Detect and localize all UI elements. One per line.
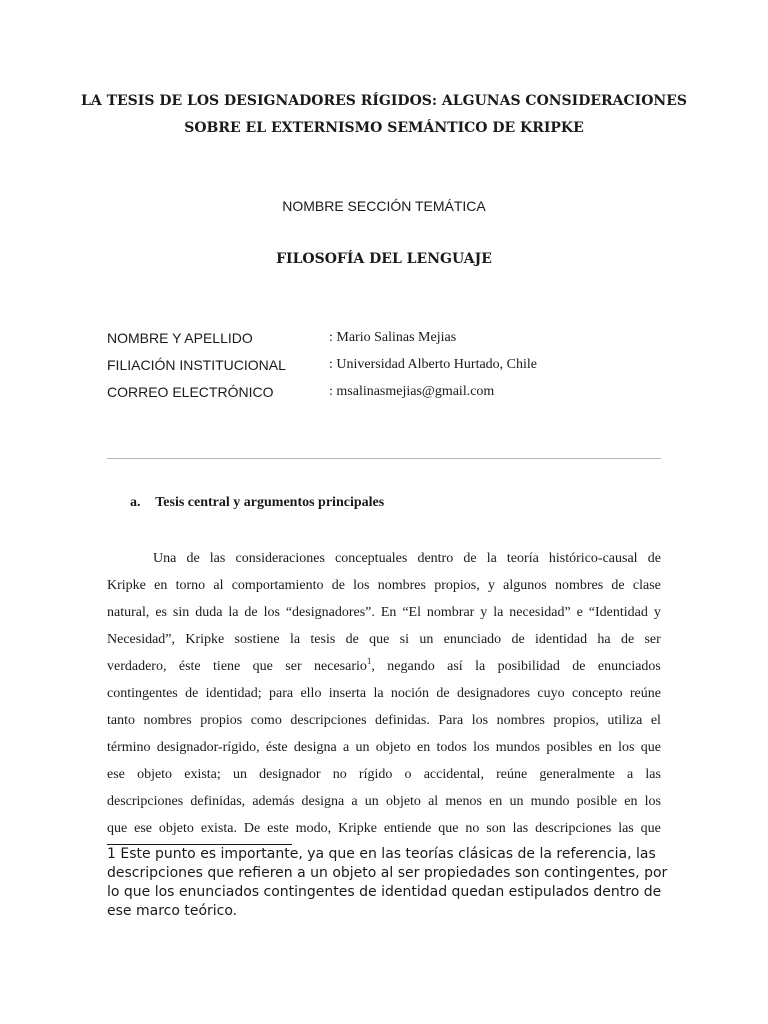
body-word: objeto — [375, 740, 411, 755]
body-word: inserta — [328, 686, 367, 701]
body-word: Kripke — [185, 632, 225, 647]
body-word: enunciados — [597, 659, 661, 674]
body-word: en — [624, 794, 638, 809]
body-word: a — [351, 794, 358, 809]
body-word: descripciones — [107, 794, 184, 809]
email-label: CORREO ELECTRÓNICO — [107, 384, 274, 400]
body-word: de — [436, 686, 450, 701]
body-word: los — [263, 605, 280, 620]
body-word: “El — [402, 605, 421, 620]
body-word: exista; — [184, 767, 221, 782]
body-word: y — [480, 605, 488, 620]
body-word: de — [611, 578, 625, 593]
body-word: ser — [644, 632, 661, 647]
footnote-line: lo que los enunciados contingentes de identidad quedan estipulados dentro de — [107, 884, 662, 900]
body-word: posibles — [546, 740, 593, 755]
body-word: la — [493, 605, 504, 620]
body-word: objeto — [385, 794, 421, 809]
body-word: si — [399, 632, 409, 647]
author-name-label: NOMBRE Y APELLIDO — [107, 330, 253, 346]
body-word: negando — [387, 659, 435, 674]
footnote-line: 1 Este punto es importante, ya que en las teorías clásicas de la referencia, las — [107, 846, 656, 862]
body-word: definidas. — [375, 713, 430, 728]
body-word: ser — [285, 659, 302, 674]
body-word: este — [267, 821, 289, 836]
body-word: Necesidad”, — [107, 632, 176, 647]
body-word: los — [618, 740, 635, 755]
body-word: como — [250, 713, 282, 728]
affiliation-value: : Universidad Alberto Hurtado, Chile — [329, 357, 538, 372]
body-word: menos — [445, 794, 482, 809]
body-word: un — [232, 767, 247, 782]
body-word: que — [640, 740, 661, 755]
heading-text: Tesis central y argumentos principales — [155, 495, 385, 510]
document-title — [60, 88, 708, 142]
body-word: no — [332, 767, 347, 782]
body-word: mundos — [495, 740, 541, 755]
body-word: designadores — [456, 686, 531, 701]
body-word: posibilidad — [497, 659, 560, 674]
body-word: designador-rígido, — [156, 740, 260, 755]
body-word: torno — [175, 578, 206, 593]
body-word: en — [489, 794, 503, 809]
body-line — [107, 815, 661, 842]
body-word: designador — [259, 767, 321, 782]
body-word: enunciado — [443, 632, 502, 647]
title-line-2: SOBRE EL EXTERNISMO SEMÁNTICO DE KRIPKE — [184, 120, 584, 136]
body-word: de — [185, 686, 199, 701]
footnote — [107, 845, 667, 921]
body-word: necesidad” — [509, 605, 571, 620]
body-word: descripciones — [290, 713, 367, 728]
body-word: generalmente — [539, 767, 615, 782]
body-word: la — [486, 551, 497, 566]
body-word: en — [598, 740, 612, 755]
body-word: nombres — [496, 713, 545, 728]
body-line — [107, 707, 661, 734]
body-word: De — [243, 821, 261, 836]
body-word: modo, — [295, 821, 332, 836]
body-word-with-footnote — [314, 653, 375, 680]
body-line — [107, 788, 661, 815]
body-word: las — [645, 767, 661, 782]
body-word: propios, — [553, 713, 599, 728]
punctuation: , — [371, 659, 375, 674]
body-word: son — [486, 821, 506, 836]
body-line — [107, 653, 661, 680]
body-word: que — [369, 632, 390, 647]
body-word: natural, — [107, 605, 150, 620]
body-word: nombres — [377, 578, 426, 593]
body-word: de — [244, 605, 258, 620]
body-word: ha — [597, 632, 611, 647]
body-word: accidental, — [423, 767, 484, 782]
body-word: exista. — [200, 821, 237, 836]
body-word: en — [154, 578, 168, 593]
body-word: además — [252, 794, 295, 809]
body-word: posible — [576, 794, 618, 809]
body-word: al — [428, 794, 439, 809]
footnote-line: ese marco teórico. — [107, 903, 238, 919]
body-word: objeto — [158, 821, 194, 836]
section-divider — [107, 458, 661, 459]
body-word: “designadores”. — [285, 605, 375, 620]
body-word: Kripke — [107, 578, 146, 593]
body-word: descripciones — [535, 821, 612, 836]
title-line-1: LA TESIS DE LOS DESIGNADORES RÍGIDOS: ALGUNAS CONSIDERACIONES — [81, 93, 687, 109]
heading-marker: a. — [130, 495, 141, 510]
body-word: concepto — [571, 686, 623, 701]
section-topic: FILOSOFÍA DEL LENGUAJE — [276, 251, 492, 267]
body-word: que — [252, 659, 273, 674]
body-word: tiene — [213, 659, 241, 674]
body-word: sin — [172, 605, 190, 620]
body-word: definidas, — [190, 794, 246, 809]
body-word: histórico-causal — [548, 551, 638, 566]
body-word: ello — [300, 686, 322, 701]
body-word: mundo — [530, 794, 570, 809]
section-name: NOMBRE SECCIÓN TEMÁTICA — [282, 198, 486, 214]
body-word: designa — [301, 794, 345, 809]
body-word: dentro — [417, 551, 454, 566]
body-word: término — [107, 740, 151, 755]
body-word: los — [644, 794, 661, 809]
body-word: objeto — [137, 767, 173, 782]
body-word: Kripke — [338, 821, 377, 836]
body-word: de — [620, 632, 635, 647]
body-word: los — [471, 713, 489, 728]
body-word: para — [269, 686, 294, 701]
body-word: o — [404, 767, 412, 782]
body-word: designa — [293, 740, 337, 755]
footnote-line: descripciones que refieren a un objeto al ser propiedades son contingentes, por — [107, 865, 668, 881]
body-word: que — [640, 821, 661, 836]
body-word: la — [289, 632, 301, 647]
body-word: “Identidad — [588, 605, 648, 620]
body-word: ese — [107, 767, 125, 782]
body-word: un — [419, 632, 434, 647]
body-word: que — [438, 821, 459, 836]
body-word: de — [511, 632, 525, 647]
body-word: reúne — [629, 686, 661, 701]
body-word: un — [509, 794, 524, 809]
body-word: teoría — [506, 551, 539, 566]
body-word: de — [647, 551, 661, 566]
body-word: y — [487, 578, 495, 593]
body-word: contingentes — [107, 686, 178, 701]
body-word: la — [228, 605, 239, 620]
body-word: tanto — [107, 713, 135, 728]
body-word: nombres — [143, 713, 192, 728]
body-word: noción — [390, 686, 430, 701]
body-word: éste — [178, 659, 201, 674]
body-word: propios — [200, 713, 243, 728]
body-word: que — [107, 821, 128, 836]
body-word: de — [463, 551, 477, 566]
body-word: nombres — [554, 578, 604, 593]
body-word: entiende — [383, 821, 432, 836]
body-word: reúne — [496, 767, 528, 782]
body-word: en — [417, 740, 431, 755]
body-word: sostiene — [234, 632, 280, 647]
body-word: conceptuales — [335, 551, 408, 566]
body-word: necesario — [314, 659, 367, 674]
body-word: de — [572, 659, 586, 674]
body-word: la — [373, 686, 384, 701]
body-paragraph — [107, 545, 661, 842]
body-word: es — [155, 605, 167, 620]
body-word: algunos — [503, 578, 547, 593]
body-word: cuyo — [537, 686, 565, 701]
body-word: nombrar — [426, 605, 475, 620]
body-word: identidad — [535, 632, 588, 647]
body-word: no — [465, 821, 480, 836]
body-word: el — [650, 713, 661, 728]
section-heading — [130, 495, 384, 511]
body-word: y — [653, 605, 661, 620]
body-word: propios, — [434, 578, 480, 593]
body-word: consideraciones — [235, 551, 325, 566]
body-line — [107, 734, 661, 761]
body-word: las — [512, 821, 529, 836]
body-word: de — [345, 632, 359, 647]
body-word: los — [353, 578, 370, 593]
body-word: Para — [438, 713, 464, 728]
body-word: ese — [134, 821, 153, 836]
body-line — [107, 680, 661, 707]
body-line — [107, 599, 661, 626]
body-word: tesis — [310, 632, 336, 647]
body-word: utiliza — [607, 713, 643, 728]
body-word: a — [626, 767, 634, 782]
body-line — [107, 761, 661, 788]
body-word: Una — [153, 551, 177, 566]
body-word: comportamiento — [231, 578, 324, 593]
body-word: un — [355, 740, 370, 755]
body-word: así — [447, 659, 463, 674]
body-word: éste — [265, 740, 288, 755]
body-line — [107, 545, 661, 572]
body-word: la — [475, 659, 486, 674]
body-line — [107, 626, 661, 653]
body-word: las — [618, 821, 634, 836]
email-value: : msalinasmejias@gmail.com — [329, 384, 495, 399]
body-word: los — [473, 740, 490, 755]
body-word: de — [186, 551, 200, 566]
body-word: a — [342, 740, 350, 755]
body-word: las — [209, 551, 226, 566]
body-word: un — [364, 794, 379, 809]
body-word: verdadero, — [107, 659, 167, 674]
body-word: identidad; — [205, 686, 262, 701]
body-word: al — [213, 578, 224, 593]
author-name-value: : Mario Salinas Mejias — [329, 330, 457, 345]
body-word: todos — [436, 740, 467, 755]
affiliation-label: FILIACIÓN INSTITUCIONAL — [107, 357, 286, 373]
body-word: de — [331, 578, 345, 593]
footnote-reference[interactable]: 1 — [366, 656, 372, 666]
body-word: duda — [195, 605, 223, 620]
body-line — [107, 572, 661, 599]
body-word: clase — [632, 578, 661, 593]
body-word: En — [380, 605, 397, 620]
body-word: e — [576, 605, 583, 620]
body-word: rígido — [358, 767, 393, 782]
